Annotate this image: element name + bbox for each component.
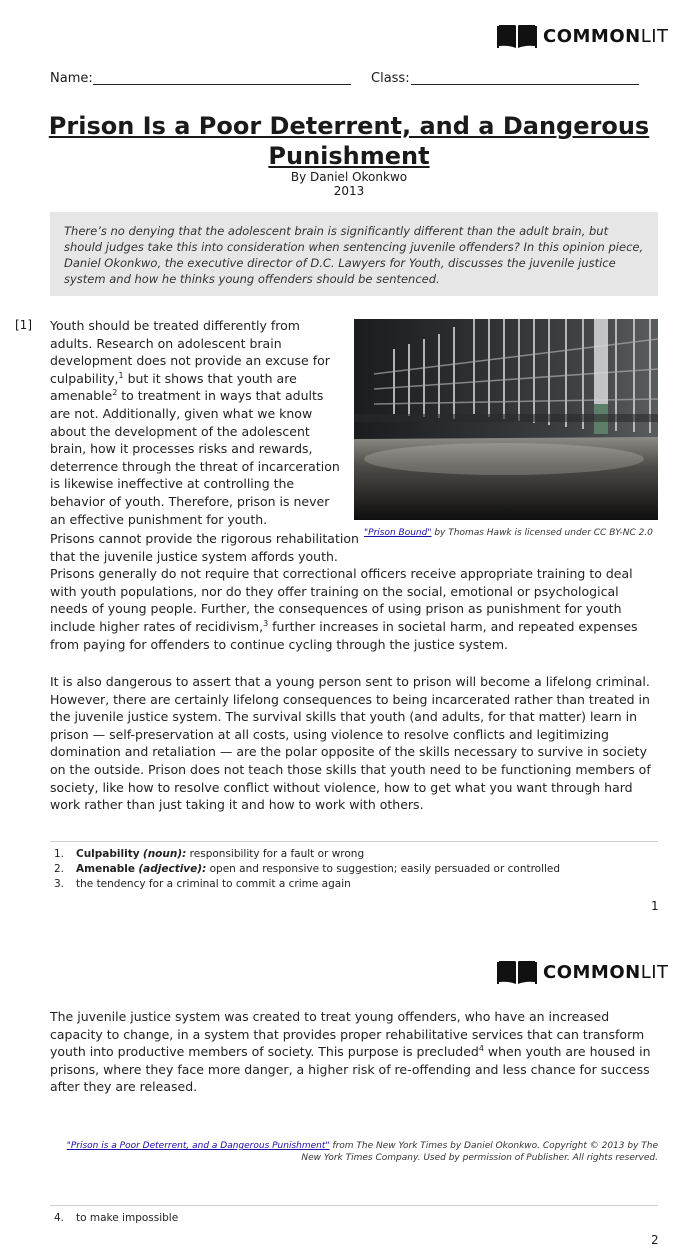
brand-light: LIT xyxy=(640,25,669,47)
footnote-divider xyxy=(50,841,658,842)
open-book-icon xyxy=(497,22,537,50)
footnote-item: 4. to make impossible xyxy=(54,1212,179,1224)
body-paragraph-4: The juvenile justice system was created to treat young offenders, who have an increased capacity to change, in a system that provides proper rehabilitative services that can transform youth into productive members of society. This purpose is precluded$^4$ when youth are housed in prisons, where they face more danger, a higher risk of re-offending and less chance for success after they are released. xyxy=(50,1009,651,1095)
body-paragraph-3: It is also dangerous to assert that a young person sent to prison will become a lifelong criminal. However, there are certainly lifelong consequences to being incarcerated rather than treated in the juvenile justice system. The survival skills that youth (and adults, for that matter) learn in prison — self-preservation at all costs, using violence to resolve conflicts and legitimizing domination and retaliation — are the polar opposite of the skills necessary to survive in society on the outside. Prison does not teach those skills that youth need to be functioning members of society, like how to resolve conflict without violence, how to get what you want through hard work rather than just taking it and how to work with others. xyxy=(50,674,651,813)
footnote-item: 3. the tendency for a criminal to commit a crime again xyxy=(54,878,351,890)
class-field[interactable] xyxy=(411,70,639,85)
name-field[interactable] xyxy=(93,70,351,85)
class-label: Class: xyxy=(371,71,410,86)
page-number-2: 2 xyxy=(651,1233,659,1247)
body-paragraph-2: Prisons cannot provide the rigorous rehabilitation that the juvenile justice system affords youth. Prisons generally do not require that correctional officers receive appropriate training to deal with youth populations, nor do they offer training on the social, emotional or psychological needs of young people. Further, the consequences of using prison as punishment for youth include higher rates of recidivism,$^3$ further increases in societal harm, and repeated expenses from paying for offenders to continue cycling through the justice system. xyxy=(50,531,638,652)
intro-box: There’s no denying that the adolescent brain is significantly different than the adult brain, but should judges take this into consideration when sentencing juvenile offenders? In this opinion piece, Daniel Okonkwo, the executive director of D.C. Lawyers for Youth, discusses the juvenile justice system and how he thinks young offenders should be sentenced. xyxy=(50,212,658,296)
footnote-divider-page2 xyxy=(50,1205,658,1206)
prison-photo xyxy=(354,319,658,520)
title-line-2: Punishment xyxy=(268,142,430,170)
body-paragraph-1: Youth should be treated differently from adults. Research on adolescent brain development does not provide an excuse for culpability,$^1$ but it shows that youth are amenable$^2$ to treatment in ways that adults are not. Additionally, given what we know about the development of the adolescent brain, how it processes risks and rewards, deterrence through the threat of incarceration is likewise ineffective at controlling the behavior of youth. Therefore, prison is never an effective punishment for youth. xyxy=(50,318,340,527)
author: By Daniel Okonkwo xyxy=(290,170,408,184)
year: 2013 xyxy=(333,184,365,198)
article-title xyxy=(40,111,658,171)
photo-caption-link[interactable]: "Prison Bound" xyxy=(364,528,432,538)
commonlit-logo xyxy=(497,22,669,50)
photo-caption-text: by Thomas Hawk is licensed under CC BY-NC 2.0 xyxy=(431,528,653,538)
footnote-item: 1. Culpability (noun): responsibility for a fault or wrong xyxy=(54,848,365,860)
brand-bold: COMMON xyxy=(543,25,641,47)
copyright-credit xyxy=(50,1140,658,1164)
page-number-1: 1 xyxy=(651,899,659,913)
brand-bold: COMMON xyxy=(543,961,641,983)
open-book-icon xyxy=(497,958,537,986)
byline xyxy=(40,170,658,198)
brand-light: LIT xyxy=(640,961,669,983)
paragraph-number: [1] xyxy=(15,318,32,332)
commonlit-logo-page2 xyxy=(497,958,669,986)
credit-link[interactable]: "Prison is a Poor Deterrent, and a Dangerous Punishment" xyxy=(66,1141,330,1151)
footnote-item: 2. Amenable (adjective): open and responsive to suggestion; easily persuaded or controlled xyxy=(54,863,561,875)
name-label: Name: xyxy=(50,71,93,86)
footnotes xyxy=(54,847,654,892)
title-line-1: Prison Is a Poor Deterrent, and a Dangerous xyxy=(48,112,650,140)
credit-text: from The New York Times by Daniel Okonkwo. Copyright © 2013 by The New York Times Company. Used by permission of Publisher. All rights reserved. xyxy=(301,1141,658,1163)
prison-cells-image xyxy=(354,319,658,520)
